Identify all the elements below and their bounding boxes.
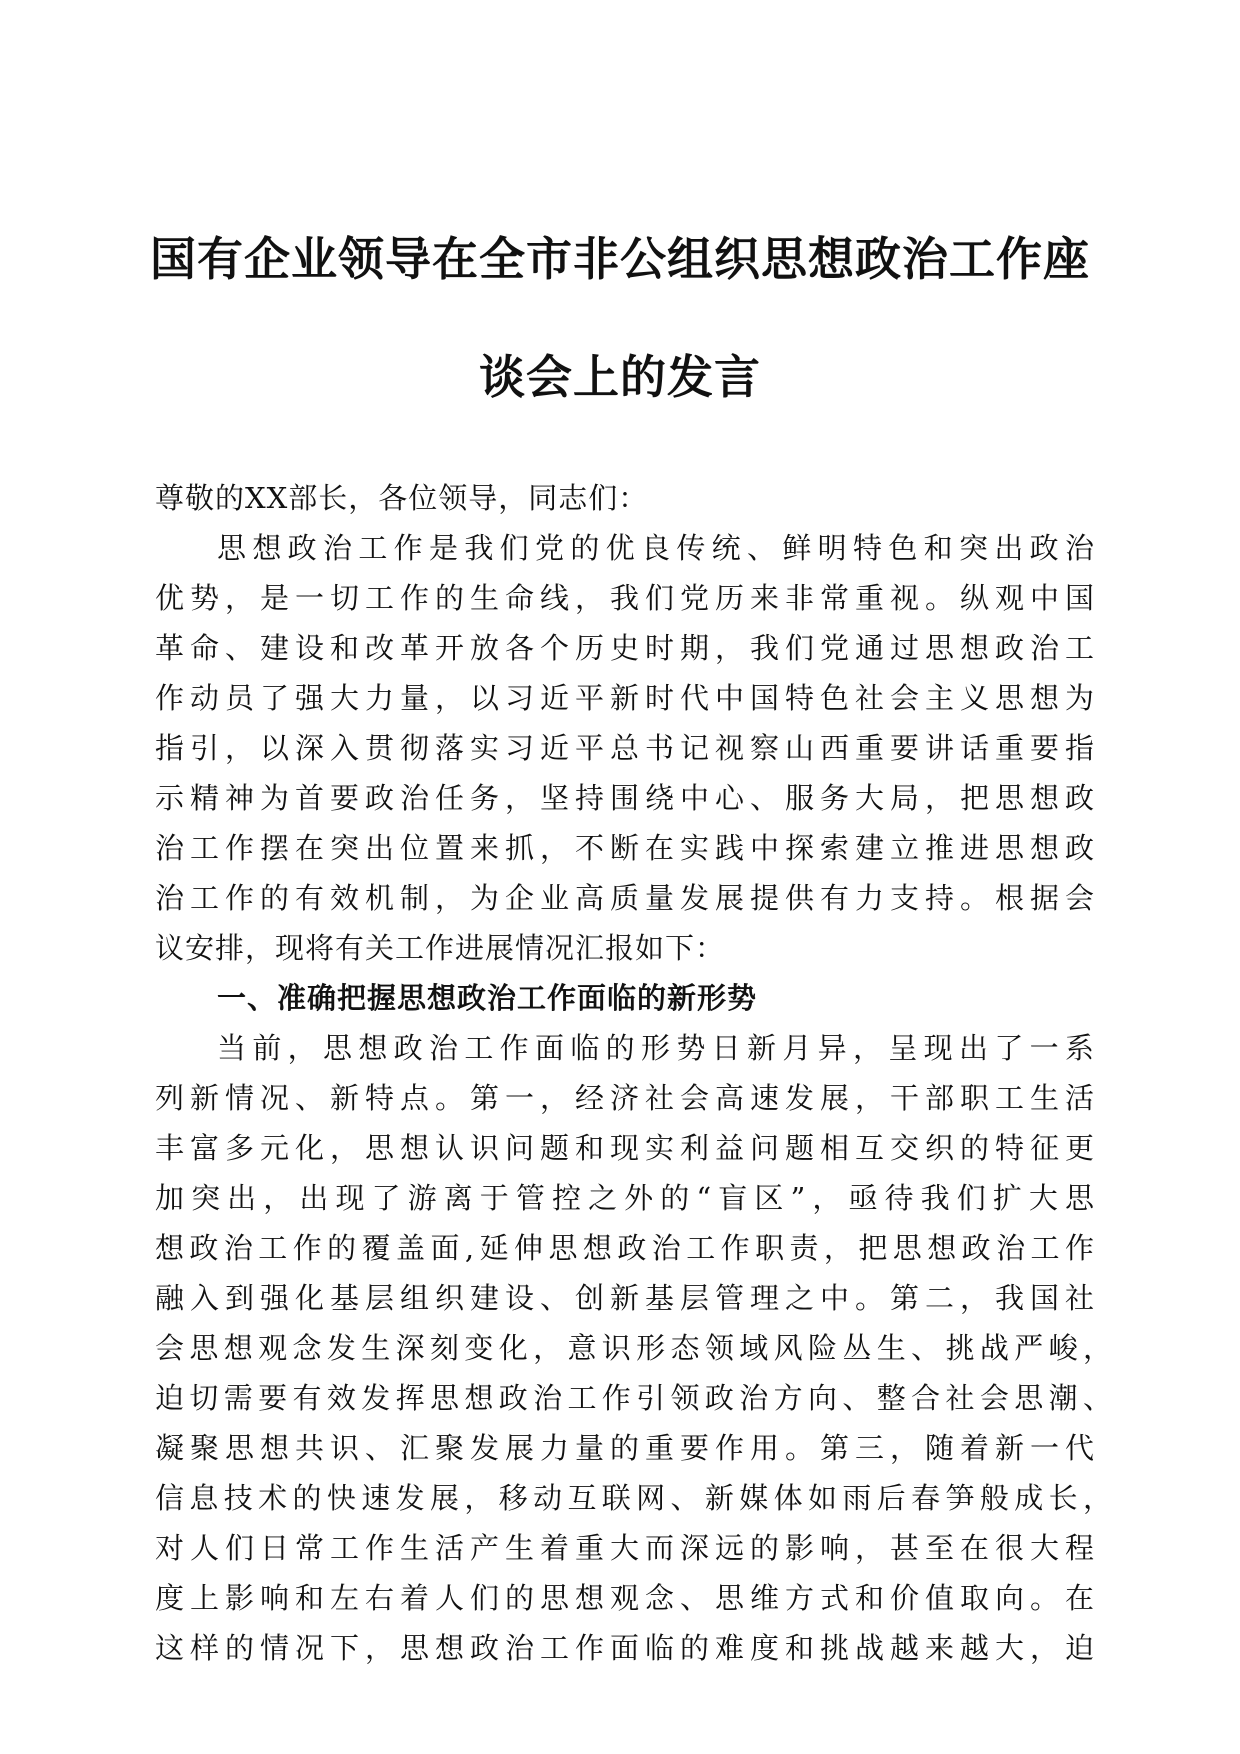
paragraph-line: 度上影响和左右着人们的思想观念、思维方式和价值取向。在 [155,1581,1095,1615]
section-heading: 一、准确把握思想政治工作面临的新形势 [217,981,758,1015]
paragraph-line: 丰富多元化，思想认识问题和现实利益问题相互交织的特征更 [155,1131,1095,1165]
paragraph-line: 优势，是一切工作的生命线，我们党历来非常重视。纵观中国 [155,581,1095,615]
paragraph-line: 治工作的有效机制，为企业高质量发展提供有力支持。根据会 [155,881,1095,915]
paragraph-line: 治工作摆在突出位置来抓，不断在实践中探索建立推进思想政 [155,831,1095,865]
document-body [155,473,1113,1673]
paragraph-line: 融入到强化基层组织建设、创新基层管理之中。第二，我国社 [155,1281,1095,1315]
paragraph-line: 这样的情况下，思想政治工作面临的难度和挑战越来越大，迫 [155,1631,1095,1665]
paragraph-line: 信息技术的快速发展，移动互联网、新媒体如雨后春笋般成长， [155,1481,1113,1515]
paragraph-line: 加突出，出现了游离于管控之外的“盲区”，亟待我们扩大思 [155,1181,1095,1215]
paragraph-line: 思想政治工作是我们党的优良传统、鲜明特色和突出政治 [217,531,1095,565]
paragraph-line: 迫切需要有效发挥思想政治工作引领政治方向、整合社会思潮、 [155,1381,1113,1415]
paragraph-line: 指引，以深入贯彻落实习近平总书记视察山西重要讲话重要指 [155,731,1095,765]
document-title-line-1: 国有企业领导在全市非公组织思想政治工作座 [150,232,1090,286]
paragraph-line: 对人们日常工作生活产生着重大而深远的影响，甚至在很大程 [155,1531,1095,1565]
paragraph-line: 想政治工作的覆盖面,延伸思想政治工作职责，把思想政治工作 [155,1231,1095,1265]
paragraph-line: 议安排，现将有关工作进展情况汇报如下： [155,931,726,965]
paragraph-line: 示精神为首要政治任务，坚持围绕中心、服务大局，把思想政 [155,781,1095,815]
paragraph-line: 会思想观念发生深刻变化，意识形态领域风险丛生、挑战严峻， [155,1331,1113,1365]
paragraph-line: 当前，思想政治工作面临的形势日新月异，呈现出了一系 [217,1031,1095,1065]
paragraph-line: 革命、建设和改革开放各个历史时期，我们党通过思想政治工 [155,631,1095,665]
document-title-line-2: 谈会上的发言 [479,350,761,404]
paragraph-line: 列新情况、新特点。第一，经济社会高速发展，干部职工生活 [155,1081,1095,1115]
salutation: 尊敬的XX部长，各位领导，同志们： [155,481,649,515]
paragraph-line: 凝聚思想共识、汇聚发展力量的重要作用。第三，随着新一代 [155,1431,1095,1465]
paragraph-line: 作动员了强大力量，以习近平新时代中国特色社会主义思想为 [155,681,1095,715]
